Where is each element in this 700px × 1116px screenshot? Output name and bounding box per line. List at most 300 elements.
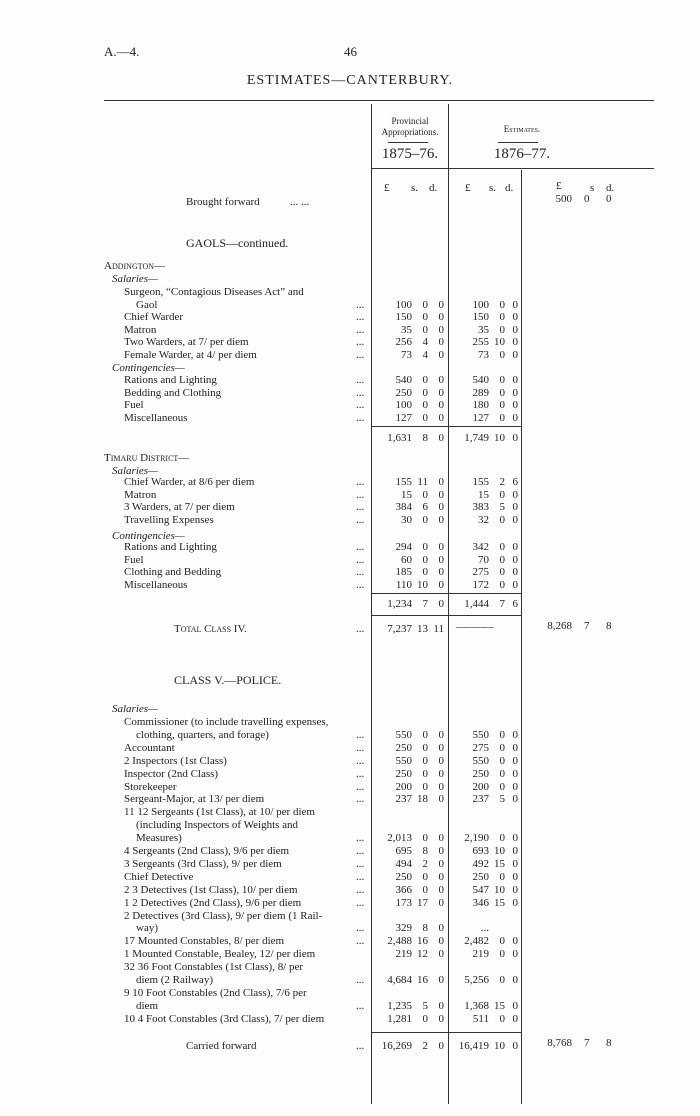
row-estimate-shillings: 10 bbox=[494, 845, 505, 857]
row-provincial-shillings: 2 bbox=[422, 857, 428, 870]
carried-forward-a-pounds: 16,269 bbox=[381, 1040, 412, 1052]
timaru-subtotal-a-pence: 0 bbox=[438, 598, 444, 610]
total-class-iv-shillings: 13 bbox=[417, 623, 428, 635]
row-provincial-shillings: 0 bbox=[422, 1012, 428, 1025]
row-label: Chief Detective bbox=[124, 870, 194, 883]
row-estimate-pounds: 255 bbox=[472, 336, 489, 349]
row-estimate-shillings: 10 bbox=[494, 336, 505, 349]
row-dots: ... bbox=[356, 298, 365, 311]
row-dots: ... bbox=[356, 541, 365, 553]
brought-forward-pounds: 500 bbox=[555, 193, 572, 205]
row-dots: ... bbox=[356, 411, 365, 424]
row-dots: ... bbox=[356, 311, 365, 324]
row-dots: ... bbox=[356, 501, 365, 514]
row-provincial-pounds: 550 bbox=[395, 754, 412, 767]
row-label: 2 Detectives (3rd Class), 9/ per diem (1 Rail- bbox=[124, 909, 323, 922]
row-provincial-shillings: 16 bbox=[417, 935, 428, 948]
row-provincial-pounds: 1,281 bbox=[387, 1012, 412, 1025]
row-label: Clothing and Bedding bbox=[124, 566, 222, 579]
row-estimate-shillings: 15 bbox=[494, 896, 505, 909]
row-estimate-pounds: 73 bbox=[478, 349, 489, 361]
row-estimate-shillings: 0 bbox=[499, 553, 505, 566]
timaru-salaries-label: Salaries— bbox=[112, 465, 158, 477]
row-dots: ... bbox=[356, 883, 365, 896]
carried-forward-label: Carried forward bbox=[186, 1040, 257, 1052]
timaru-contingencies-label: Contingencies— bbox=[112, 530, 185, 542]
row-label: Miscellaneous bbox=[124, 578, 188, 591]
row-provincial-pounds: 15 bbox=[401, 488, 412, 501]
row-provincial-pounds: 60 bbox=[401, 553, 412, 566]
provincial-column-label: Provincial Appropriations. bbox=[381, 116, 439, 137]
row-provincial-shillings: 18 bbox=[417, 793, 428, 806]
row-dots: ... bbox=[356, 870, 365, 883]
row-label: Chief Warder bbox=[124, 311, 184, 324]
row-provincial-pence: 0 bbox=[438, 1012, 444, 1025]
row-label: Fuel bbox=[124, 553, 144, 566]
row-estimate-pence: 0 bbox=[512, 857, 518, 870]
row-provincial-shillings: 0 bbox=[422, 386, 428, 399]
row-estimate-pounds: 237 bbox=[472, 793, 489, 806]
row-estimate-pence: 0 bbox=[512, 1012, 518, 1025]
row-estimate-pence: 0 bbox=[512, 513, 518, 526]
addington-subtotal-b-pence: 0 bbox=[512, 432, 518, 444]
row-provincial-pence: 0 bbox=[438, 411, 444, 424]
total-class-iv-total-pence: 8 bbox=[606, 620, 612, 632]
row-label: Female Warder, at 4/ per diem bbox=[124, 349, 257, 361]
row-provincial-pounds: 294 bbox=[395, 541, 412, 553]
currency-shilling-c: s bbox=[590, 182, 595, 194]
row-estimate-pounds: 1,368 bbox=[464, 999, 489, 1012]
row-label: Travelling Expenses bbox=[124, 513, 214, 526]
row-label: Accountant bbox=[124, 741, 175, 754]
carried-forward-a-shillings: 2 bbox=[422, 1040, 428, 1052]
row-provincial-pence: 0 bbox=[438, 311, 444, 324]
row-provincial-shillings: 4 bbox=[422, 349, 428, 361]
timaru-subtotal-a-pounds: 1,234 bbox=[387, 598, 412, 610]
addington-salaries-label: Salaries— bbox=[112, 273, 158, 285]
page-title: ESTIMATES—CANTERBURY. bbox=[246, 73, 454, 88]
row-label: Storekeeper bbox=[124, 780, 177, 793]
row-dots: ... bbox=[356, 349, 365, 361]
row-dots: ... bbox=[356, 728, 365, 741]
row-estimate-shillings: 10 bbox=[494, 883, 505, 896]
row-provincial-pence: 0 bbox=[438, 741, 444, 754]
row-estimate-pence: 0 bbox=[512, 948, 518, 961]
row-label: Bedding and Clothing bbox=[124, 386, 222, 399]
row-estimate-shillings: 0 bbox=[499, 323, 505, 336]
row-label: way) bbox=[136, 922, 158, 935]
row-label: Fuel bbox=[124, 399, 144, 412]
row-provincial-pounds: 329 bbox=[395, 922, 412, 935]
currency-pound-b: £ bbox=[465, 182, 471, 194]
total-class-iv-pounds: 7,237 bbox=[387, 623, 412, 635]
row-estimate-pence: 0 bbox=[512, 845, 518, 857]
row-provincial-shillings: 17 bbox=[417, 896, 428, 909]
row-label: 32 36 Foot Constables (1st Class), 8/ per bbox=[124, 961, 304, 974]
row-estimate-pence: 0 bbox=[512, 870, 518, 883]
row-estimate-pence: 0 bbox=[512, 298, 518, 311]
addington-subtotal-b-shillings: 10 bbox=[494, 432, 505, 444]
row-estimate-pounds: 70 bbox=[478, 553, 489, 566]
row-label: Commissioner (to include travelling expenses, bbox=[124, 716, 329, 728]
row-estimate-pence: 0 bbox=[512, 323, 518, 336]
addington-subtotal-a-shillings: 8 bbox=[422, 432, 428, 444]
row-label: 3 Warders, at 7/ per diem bbox=[124, 501, 235, 514]
carried-forward-total-shillings: 7 bbox=[584, 1037, 590, 1049]
row-estimate-pence: 0 bbox=[512, 935, 518, 948]
row-estimate-pounds: 2,190 bbox=[464, 832, 489, 845]
row-provincial-pounds: 219 bbox=[395, 948, 412, 961]
row-label: Rations and Lighting bbox=[124, 374, 217, 386]
row-dots: ... bbox=[356, 741, 365, 754]
row-label: (including Inspectors of Weights and bbox=[136, 819, 299, 832]
row-provincial-pence: 0 bbox=[438, 948, 444, 961]
carried-forward-a-pence: 0 bbox=[438, 1040, 444, 1052]
currency-pound-a: £ bbox=[384, 182, 390, 194]
carried-forward-total-pence: 8 bbox=[606, 1037, 612, 1049]
row-dots: ... bbox=[356, 999, 365, 1012]
timaru-subtotal-underline bbox=[372, 615, 522, 616]
timaru-subtotal-b-pence: 6 bbox=[512, 598, 518, 610]
brought-forward-label: Brought forward bbox=[186, 196, 260, 208]
carried-forward-b-shillings: 10 bbox=[494, 1040, 505, 1052]
row-provincial-pence: 0 bbox=[438, 728, 444, 741]
row-label: Chief Warder, at 8/6 per diem bbox=[124, 476, 255, 488]
timaru-subtotal-b-pounds: 1,444 bbox=[464, 598, 489, 610]
currency-pence-c: d. bbox=[606, 182, 615, 194]
addington-subtotal-b-pounds: 1,749 bbox=[464, 432, 489, 444]
row-estimate-shillings: 0 bbox=[499, 578, 505, 591]
row-provincial-pounds: 250 bbox=[395, 741, 412, 754]
row-estimate-shillings: 0 bbox=[499, 311, 505, 324]
row-estimate-shillings: 0 bbox=[499, 741, 505, 754]
row-provincial-pence: 0 bbox=[438, 935, 444, 948]
row-label: 11 12 Sergeants (1st Class), at 10/ per diem bbox=[124, 806, 315, 819]
row-provincial-pence: 0 bbox=[438, 780, 444, 793]
row-provincial-shillings: 0 bbox=[422, 513, 428, 526]
total-class-iv-total-shillings: 7 bbox=[584, 620, 590, 632]
row-provincial-shillings: 0 bbox=[422, 488, 428, 501]
column-head-rule bbox=[372, 168, 654, 169]
row-estimate-pence: 0 bbox=[512, 728, 518, 741]
row-estimate-pence: 0 bbox=[512, 578, 518, 591]
estimates-column-label: Estimates. bbox=[503, 124, 541, 134]
row-provincial-shillings: 0 bbox=[422, 741, 428, 754]
row-provincial-shillings: 11 bbox=[417, 476, 428, 488]
row-estimate-shillings: 0 bbox=[499, 935, 505, 948]
addington-subtotal-a-pounds: 1,631 bbox=[387, 432, 412, 444]
row-provincial-pence: 0 bbox=[438, 513, 444, 526]
row-provincial-pounds: 384 bbox=[395, 501, 412, 514]
row-dots: ... bbox=[356, 793, 365, 806]
row-estimate-pounds: 35 bbox=[478, 323, 489, 336]
row-provincial-pence: 0 bbox=[438, 870, 444, 883]
row-estimate-shillings: 0 bbox=[499, 754, 505, 767]
row-estimate-pence: 0 bbox=[512, 780, 518, 793]
total-class-iv-total-pounds: 8,268 bbox=[547, 620, 572, 632]
row-estimate-pence: 0 bbox=[512, 741, 518, 754]
row-dots: ... bbox=[356, 553, 365, 566]
row-label: Miscellaneous bbox=[124, 411, 188, 424]
row-estimate-pence: 0 bbox=[512, 793, 518, 806]
row-estimate-pounds: 155 bbox=[472, 476, 489, 488]
addington-contingencies-label: Contingencies— bbox=[112, 362, 185, 374]
police-heading: CLASS V.—POLICE. bbox=[174, 673, 282, 687]
row-estimate-pounds: 2,482 bbox=[464, 935, 489, 948]
row-provincial-pounds: 2,013 bbox=[387, 832, 412, 845]
row-estimate-pounds: 5,256 bbox=[464, 974, 489, 986]
row-provincial-shillings: 0 bbox=[422, 728, 428, 741]
row-estimate-pounds: 150 bbox=[472, 311, 489, 324]
row-provincial-pence: 0 bbox=[438, 999, 444, 1012]
row-dots: ... bbox=[356, 922, 365, 935]
row-provincial-pence: 0 bbox=[438, 298, 444, 311]
row-label: Rations and Lighting bbox=[124, 541, 217, 553]
total-class-iv-label: Total Class IV. bbox=[174, 623, 247, 635]
row-estimate-shillings: 0 bbox=[499, 541, 505, 553]
row-estimate-pounds: 180 bbox=[472, 399, 489, 412]
row-label: Surgeon, “Contagious Diseases Act” and bbox=[124, 286, 304, 298]
row-estimate-shillings: 0 bbox=[499, 566, 505, 579]
row-provincial-pounds: 540 bbox=[395, 374, 412, 386]
row-estimate-shillings: 5 bbox=[499, 501, 505, 514]
row-estimate-pounds: 550 bbox=[472, 754, 489, 767]
row-provincial-pounds: 73 bbox=[401, 349, 412, 361]
row-estimate-shillings: 0 bbox=[499, 411, 505, 424]
timaru-subtotal-b-shillings: 7 bbox=[499, 598, 505, 610]
row-estimate-shillings: 0 bbox=[499, 1012, 505, 1025]
row-provincial-pounds: 4,684 bbox=[387, 974, 412, 986]
row-label: diem bbox=[136, 999, 158, 1012]
row-provincial-pence: 0 bbox=[438, 541, 444, 553]
row-estimate-pence: 0 bbox=[512, 399, 518, 412]
carried-forward-total-pounds: 8,768 bbox=[547, 1037, 572, 1049]
row-estimate-shillings: 0 bbox=[499, 728, 505, 741]
row-provincial-shillings: 0 bbox=[422, 832, 428, 845]
row-provincial-shillings: 0 bbox=[422, 541, 428, 553]
row-estimate-pounds: 275 bbox=[472, 566, 489, 579]
row-provincial-pounds: 100 bbox=[395, 399, 412, 412]
row-estimate-pence: 0 bbox=[512, 883, 518, 896]
currency-pence-b: d. bbox=[505, 182, 514, 194]
carried-forward-b-pounds: 16,419 bbox=[458, 1040, 489, 1052]
column-rule-3 bbox=[521, 170, 522, 1104]
row-label: Matron bbox=[124, 323, 157, 336]
row-provincial-pence: 0 bbox=[438, 845, 444, 857]
row-provincial-shillings: 0 bbox=[422, 780, 428, 793]
currency-pence-a: d. bbox=[429, 182, 438, 194]
row-label: 3 Sergeants (3rd Class), 9/ per diem bbox=[124, 857, 282, 870]
row-provincial-pence: 0 bbox=[438, 578, 444, 591]
addington-subtotal-a-pence: 0 bbox=[438, 432, 444, 444]
row-provincial-shillings: 12 bbox=[417, 948, 428, 961]
row-provincial-shillings: 0 bbox=[422, 767, 428, 780]
row-provincial-pounds: 185 bbox=[395, 566, 412, 579]
row-provincial-shillings: 0 bbox=[422, 553, 428, 566]
row-estimate-pence: 0 bbox=[512, 541, 518, 553]
row-provincial-pounds: 173 bbox=[395, 896, 412, 909]
row-estimate-shillings: 0 bbox=[499, 374, 505, 386]
row-estimate-shillings: 15 bbox=[494, 999, 505, 1012]
document-ref: A.—4. bbox=[104, 44, 140, 59]
row-provincial-pence: 0 bbox=[438, 754, 444, 767]
row-provincial-shillings: 0 bbox=[422, 566, 428, 579]
row-estimate-pounds: 127 bbox=[472, 411, 489, 424]
row-provincial-shillings: 0 bbox=[422, 870, 428, 883]
row-provincial-shillings: 8 bbox=[422, 922, 428, 935]
row-estimate-shillings: 5 bbox=[499, 793, 505, 806]
provincial-label-rule bbox=[388, 142, 428, 143]
provincial-year: 1875–76. bbox=[381, 146, 439, 162]
row-estimate-pounds: 550 bbox=[472, 728, 489, 741]
row-estimate-shillings: 0 bbox=[499, 870, 505, 883]
row-estimate-pounds: 32 bbox=[478, 513, 489, 526]
row-dots: ... bbox=[356, 857, 365, 870]
row-provincial-pounds: 237 bbox=[395, 793, 412, 806]
row-provincial-pounds: 110 bbox=[395, 578, 412, 591]
row-estimate-pence: 0 bbox=[512, 374, 518, 386]
row-provincial-pence: 0 bbox=[438, 974, 444, 986]
row-estimate-pence: 0 bbox=[512, 488, 518, 501]
row-estimate-pounds: ... bbox=[480, 922, 489, 935]
row-dots: ... bbox=[356, 974, 365, 986]
row-dots: ... bbox=[356, 488, 365, 501]
row-provincial-pounds: 2,488 bbox=[387, 935, 412, 948]
row-provincial-pence: 0 bbox=[438, 767, 444, 780]
row-label: Sergeant-Major, at 13/ per diem bbox=[124, 793, 265, 806]
row-label: 4 Sergeants (2nd Class), 9/6 per diem bbox=[124, 845, 290, 857]
currency-pound-c: £ bbox=[556, 180, 562, 192]
carried-forward-dots: ... bbox=[356, 1040, 365, 1052]
row-dots: ... bbox=[356, 767, 365, 780]
row-dots: ... bbox=[356, 845, 365, 857]
row-provincial-shillings: 0 bbox=[422, 883, 428, 896]
row-provincial-pence: 0 bbox=[438, 488, 444, 501]
row-provincial-pounds: 250 bbox=[395, 386, 412, 399]
row-provincial-pounds: 695 bbox=[395, 845, 412, 857]
row-label: clothing, quarters, and forage) bbox=[136, 728, 269, 741]
row-estimate-pounds: 693 bbox=[472, 845, 489, 857]
row-label: Measures) bbox=[136, 832, 182, 845]
row-dots: ... bbox=[356, 336, 365, 349]
row-estimate-pence: 0 bbox=[512, 553, 518, 566]
row-estimate-pence: 0 bbox=[512, 974, 518, 986]
brought-forward-dots: ... ... bbox=[290, 196, 310, 208]
row-estimate-shillings: 0 bbox=[499, 780, 505, 793]
row-provincial-shillings: 0 bbox=[422, 298, 428, 311]
row-label: 1 2 Detectives (2nd Class), 9/6 per diem bbox=[124, 896, 302, 909]
row-provincial-pence: 0 bbox=[438, 476, 444, 488]
row-estimate-shillings: 0 bbox=[499, 386, 505, 399]
row-provincial-shillings: 6 bbox=[422, 501, 428, 514]
row-estimate-pounds: 219 bbox=[472, 948, 489, 961]
row-provincial-pence: 0 bbox=[438, 336, 444, 349]
row-provincial-shillings: 0 bbox=[422, 399, 428, 412]
timaru-subtotal-rule bbox=[372, 593, 522, 594]
row-estimate-pence: 0 bbox=[512, 336, 518, 349]
row-dots: ... bbox=[356, 399, 365, 412]
row-estimate-pence: 0 bbox=[512, 411, 518, 424]
row-provincial-pence: 0 bbox=[438, 399, 444, 412]
row-dots: ... bbox=[356, 566, 365, 579]
row-provincial-shillings: 16 bbox=[417, 974, 428, 986]
row-dots: ... bbox=[356, 323, 365, 336]
row-provincial-pounds: 30 bbox=[401, 513, 412, 526]
row-label: 9 10 Foot Constables (2nd Class), 7/6 per bbox=[124, 986, 307, 999]
row-estimate-shillings: 0 bbox=[499, 298, 505, 311]
row-provincial-pounds: 366 bbox=[395, 883, 412, 896]
row-provincial-pence: 0 bbox=[438, 922, 444, 935]
row-estimate-pounds: 100 bbox=[472, 298, 489, 311]
row-label: 17 Mounted Constables, 8/ per diem bbox=[124, 935, 285, 948]
police-salaries-label: Salaries— bbox=[112, 703, 158, 715]
row-estimate-pounds: 492 bbox=[472, 857, 489, 870]
row-estimate-pounds: 346 bbox=[472, 896, 489, 909]
row-provincial-pence: 0 bbox=[438, 386, 444, 399]
row-provincial-pounds: 150 bbox=[395, 311, 412, 324]
row-estimate-pounds: 275 bbox=[472, 741, 489, 754]
row-dots: ... bbox=[356, 386, 365, 399]
row-provincial-shillings: 0 bbox=[422, 323, 428, 336]
row-provincial-shillings: 0 bbox=[422, 754, 428, 767]
total-class-iv-dots: ... bbox=[356, 623, 365, 635]
row-estimate-pounds: 383 bbox=[472, 501, 489, 514]
row-provincial-pounds: 200 bbox=[395, 780, 412, 793]
row-estimate-pence: 0 bbox=[512, 999, 518, 1012]
total-class-iv-pence: 11 bbox=[433, 623, 444, 635]
row-estimate-pounds: 250 bbox=[472, 767, 489, 780]
row-provincial-pence: 0 bbox=[438, 883, 444, 896]
row-label: diem (2 Railway) bbox=[136, 974, 213, 986]
row-estimate-shillings: 0 bbox=[499, 974, 505, 986]
row-dots: ... bbox=[356, 513, 365, 526]
row-provincial-shillings: 5 bbox=[422, 999, 428, 1012]
row-estimate-pence: 0 bbox=[512, 754, 518, 767]
row-estimate-shillings: 2 bbox=[499, 476, 505, 488]
addington-heading: Addington— bbox=[104, 260, 166, 272]
row-estimate-pence: 0 bbox=[512, 767, 518, 780]
row-provincial-pounds: 100 bbox=[395, 298, 412, 311]
row-provincial-shillings: 0 bbox=[422, 411, 428, 424]
header-rule bbox=[104, 100, 654, 101]
currency-shilling-a: s. bbox=[411, 182, 419, 194]
row-provincial-pence: 0 bbox=[438, 566, 444, 579]
timaru-subtotal-a-shillings: 7 bbox=[422, 598, 428, 610]
row-estimate-shillings: 0 bbox=[499, 513, 505, 526]
row-provincial-shillings: 10 bbox=[417, 578, 428, 591]
row-provincial-pounds: 256 bbox=[395, 336, 412, 349]
row-provincial-pounds: 35 bbox=[401, 323, 412, 336]
row-estimate-pence: 0 bbox=[512, 896, 518, 909]
row-provincial-pence: 0 bbox=[438, 374, 444, 386]
row-provincial-pounds: 1,235 bbox=[387, 999, 412, 1012]
row-label: 2 3 Detectives (1st Class), 10/ per diem bbox=[124, 883, 298, 896]
row-provincial-pence: 0 bbox=[438, 323, 444, 336]
row-estimate-shillings: 0 bbox=[499, 349, 505, 361]
row-label: 1 Mounted Constable, Bealey, 12/ per diem bbox=[124, 948, 316, 961]
carried-forward-rule bbox=[372, 1032, 522, 1033]
row-estimate-pence: 0 bbox=[512, 566, 518, 579]
brought-forward-pence: 0 bbox=[606, 193, 612, 205]
row-label: Matron bbox=[124, 488, 157, 501]
row-estimate-shillings: 15 bbox=[494, 857, 505, 870]
row-estimate-pounds: 547 bbox=[472, 883, 489, 896]
row-estimate-pence: 0 bbox=[512, 386, 518, 399]
row-dots: ... bbox=[356, 578, 365, 591]
row-estimate-pence: 6 bbox=[512, 476, 518, 488]
row-estimate-pence: 0 bbox=[512, 311, 518, 324]
row-provincial-shillings: 8 bbox=[422, 845, 428, 857]
